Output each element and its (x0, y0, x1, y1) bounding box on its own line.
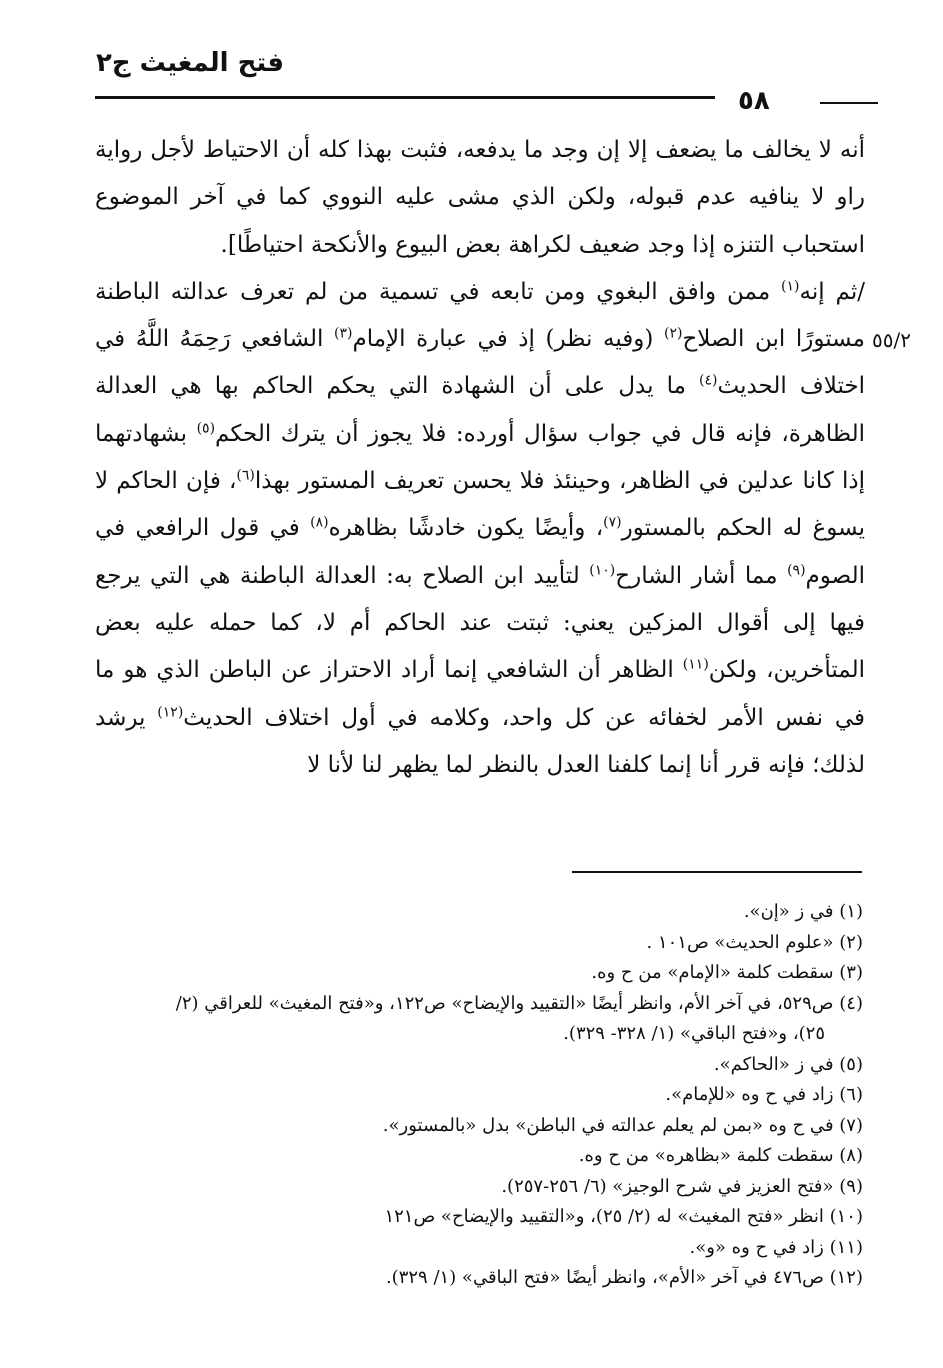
header-rule (95, 96, 715, 99)
footnote-ref-5[interactable]: (٥) (196, 420, 216, 437)
footnote-6: (٦) زاد في ح وه «للإمام». (665, 1084, 863, 1105)
text-run: يرشد لذلك؛ فإنه قرر أنا إنما كلفنا العدل بالنظر لما يظهر لنا لأنا لا (95, 704, 865, 778)
footnote-1: (١) في ز «إن». (743, 901, 863, 922)
footnote-7: (٧) في ح وه «بمن لم يعلم عدالته في الباطن» بدل «بالمستور». (382, 1114, 863, 1136)
footnote-8: (٨) سقطت كلمة «بظاهره» من ح وه. (578, 1145, 863, 1166)
paragraph-2 (95, 269, 865, 789)
footnote-ref-2[interactable]: (٢) (663, 325, 683, 342)
footnote-ref-12[interactable]: (١٢) (157, 703, 184, 720)
text-run: ممن وافق البغوي ومن تابعه في تسمية من لم تعرف عدالته الباطنة مستورًا ابن الصلاح (95, 278, 865, 353)
footnote-ref-3[interactable]: (٣) (334, 325, 353, 342)
footnote-ref-10[interactable]: (١٠) (589, 562, 616, 579)
footnote-4: (٤) ص٥٢٩، في آخر الأم، وانظر أيضًا «التقييد والإيضاح» ص١٢٢، و«فتح المغيث» للعراقي (٢/ (175, 992, 863, 1014)
footnote-2: (٢) «علوم الحديث» ص١٠١ . (646, 931, 863, 953)
footnotes (90, 897, 863, 1294)
footnote-5: (٥) في ز «الحاكم». (713, 1053, 863, 1075)
text-run: مما أشار الشارح (615, 562, 788, 589)
text-run: لتأييد ابن الصلاح به: العدالة الباطنة هي التي يرجع فيها إلى أقوال المزكين يعني: ثبتت عند الحاكم أم لا، كما حمله عليه بعض المتأخرين، ولكن (95, 562, 865, 684)
paragraph-1: أنه لا يخالف ما يضعف إلا إن وجد ما يدفعه، فثبت بهذا كله أن الاحتياط لأجل رواية راو لا ينافيه عدم قبوله، ولكن الذي مشى عليه النووي كما في آخر الموضوع استحباب التنزه إذا وجد ضعيف لكراهة بعض البيوع والأنكحة احتياطًا]. (95, 137, 865, 258)
footnote-ref-4[interactable]: (٤) (699, 372, 718, 389)
text-run: في قول الرافعي في الصوم (95, 515, 865, 589)
margin-reference: ٥٥/٢ (872, 328, 911, 352)
text-run: ما يدل على أن الشهادة التي يحكم الحاكم بها هي العدالة الظاهرة، فإنه قال في جواب سؤال أورده: فلا يجوز أن يترك الحكم (95, 373, 865, 447)
footnote-3: (٣) سقطت كلمة «الإمام» من ح وه. (591, 962, 863, 983)
footnote-11: (١١) زاد في ح وه «و». (689, 1236, 863, 1258)
footnote-ref-11[interactable]: (١١) (682, 656, 709, 673)
footnote-9: (٩) «فتح العزيز في شرح الوجيز» (٦/ ٢٥٦-٢٥٧). (501, 1175, 863, 1197)
page-number: ٥٨ (738, 86, 770, 116)
footnote-ref-1[interactable]: (١) (781, 278, 800, 295)
text-run: الشافعي رَحِمَهُ اللَّهُ في اختلاف الحديث (95, 326, 865, 400)
footnote-separator (572, 871, 862, 873)
page-number-rule (820, 102, 878, 104)
text-run: بشهادتهما إذا كانا عدلين في الظاهر، وحينئذ فلا يحسن تعريف المستور بهذا (95, 420, 865, 495)
footnote-10: (١٠) انظر «فتح المغيث» له (٢/ ٢٥)، و«التقييد والإيضاح» ص١٢١ (384, 1206, 863, 1227)
text-run: ، فإن الحاكم لا يسوغ له الحكم بالمستور (95, 468, 865, 542)
footnote-12: (١٢) ص٤٧٦ في آخر «الأم»، وانظر أيضًا «فتح الباقي» (١/ ٣٢٩). (385, 1267, 863, 1288)
text-run: ، وأيضًا يكون خادشًا بظاهره (328, 515, 604, 542)
text-run: (وفيه نظر) إذ في عبارة الإمام (352, 326, 664, 353)
footnote-ref-8[interactable]: (٨) (310, 514, 329, 531)
footnote-ref-6[interactable]: (٦) (236, 467, 255, 484)
footnote-4-continuation: ٢٥)، و«فتح الباقي» (١/ ٣٢٨- ٣٢٩). (563, 1023, 825, 1044)
footnote-ref-9[interactable]: (٩) (787, 562, 806, 579)
text-run: /ثم إنه (799, 278, 865, 305)
footnote-ref-7[interactable]: (٧) (603, 514, 622, 531)
main-text (95, 127, 865, 789)
running-title: فتح المغيث ج٢ (96, 48, 285, 78)
text-run: الظاهر أن الشافعي إنما أراد الاحتراز عن الباطن الذي هو ما في نفس الأمر لخفائه عن كل واحد، وكلامه في أول اختلاف الحديث (95, 657, 865, 731)
